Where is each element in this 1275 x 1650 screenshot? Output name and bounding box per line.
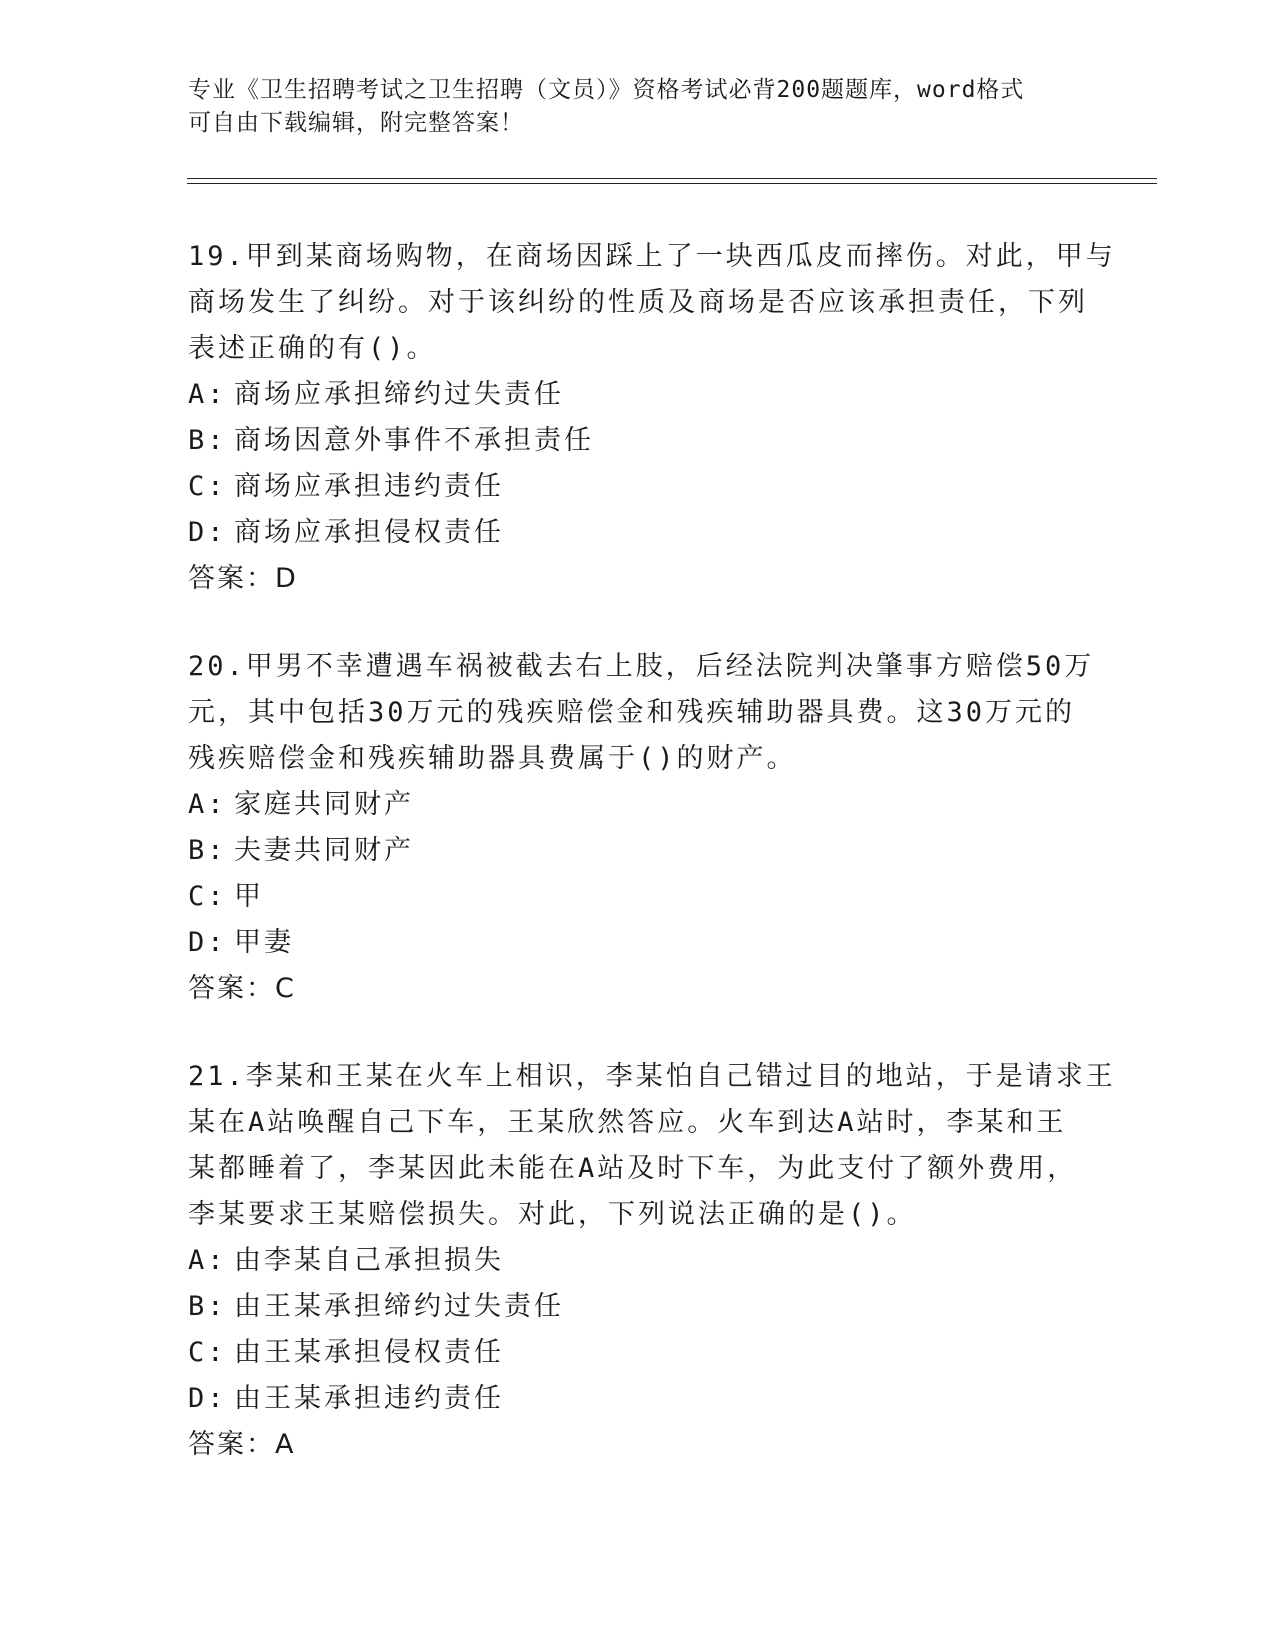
option-letter: D: (188, 927, 227, 958)
option-c (188, 874, 1088, 920)
option-a (188, 1238, 1088, 1284)
option-text: 夫妻共同财产 (234, 835, 414, 866)
option-d (188, 1376, 1088, 1422)
header-line-1: 专业《卫生招聘考试之卫生招聘（文员）》资格考试必背200题题库，word格式 (188, 77, 1025, 103)
stem-line: 某都睡着了，李某因此未能在A站及时下车，为此支付了额外费用， (188, 1153, 1078, 1184)
option-b (188, 828, 1088, 874)
option-b (188, 418, 1088, 464)
option-text: 由王某承担违约责任 (234, 1383, 504, 1414)
option-text: 由王某承担侵权责任 (234, 1337, 504, 1368)
option-letter: D: (188, 517, 227, 548)
option-text: 商场应承担侵权责任 (234, 517, 504, 548)
option-letter: A: (188, 789, 227, 820)
option-a (188, 372, 1088, 418)
stem-line: 21.李某和王某在火车上相识，李某怕自己错过目的地站，于是请求王 (188, 1061, 1116, 1092)
option-letter: D: (188, 1383, 227, 1414)
option-letter: C: (188, 1337, 227, 1368)
option-b (188, 1284, 1088, 1330)
stem-line: 某在A站唤醒自己下车，王某欣然答应。火车到达A站时，李某和王 (188, 1107, 1067, 1138)
option-c (188, 464, 1088, 510)
option-letter: A: (188, 379, 227, 410)
option-letter: C: (188, 881, 227, 912)
option-letter: A: (188, 1245, 227, 1276)
option-text: 商场应承担违约责任 (234, 471, 504, 502)
option-letter: B: (188, 425, 227, 456)
stem-line: 李某要求王某赔偿损失。对此，下列说法正确的是()。 (188, 1199, 917, 1230)
option-text: 由李某自己承担损失 (234, 1245, 504, 1276)
option-text: 由王某承担缔约过失责任 (234, 1291, 564, 1322)
question-19 (188, 234, 1116, 602)
stem-line: 元，其中包括30万元的残疾赔偿金和残疾辅助器具费。这30万元的 (188, 697, 1076, 728)
question-21 (188, 1054, 1116, 1468)
answer-line: 答案：D (188, 563, 298, 594)
header-divider-bottom (187, 183, 1157, 184)
question-stem (188, 644, 1095, 782)
option-a (188, 782, 1088, 828)
question-20 (188, 644, 1095, 1012)
document-header (188, 74, 1088, 140)
question-stem (188, 1054, 1116, 1238)
option-text: 甲妻 (234, 927, 294, 958)
option-letter: B: (188, 835, 227, 866)
stem-line: 19.甲到某商场购物，在商场因踩上了一块西瓜皮而摔伤。对此，甲与 (188, 241, 1116, 272)
header-divider-top (187, 178, 1157, 179)
option-letter: B: (188, 1291, 227, 1322)
option-c (188, 1330, 1088, 1376)
answer-line: 答案：A (188, 1429, 296, 1460)
stem-line: 残疾赔偿金和残疾辅助器具费属于()的财产。 (188, 743, 797, 774)
header-line-2: 可自由下载编辑，附完整答案！ (188, 110, 524, 136)
option-d (188, 510, 1088, 556)
question-stem (188, 234, 1116, 372)
stem-line: 商场发生了纠纷。对于该纠纷的性质及商场是否应该承担责任，下列 (188, 287, 1088, 318)
option-letter: C: (188, 471, 227, 502)
option-text: 商场应承担缔约过失责任 (234, 379, 564, 410)
option-text: 甲 (234, 881, 264, 912)
answer-line: 答案：C (188, 973, 296, 1004)
option-d (188, 920, 1088, 966)
stem-line: 20.甲男不幸遭遇车祸被截去右上肢，后经法院判决肇事方赔偿50万 (188, 651, 1095, 682)
option-text: 家庭共同财产 (234, 789, 414, 820)
option-text: 商场因意外事件不承担责任 (234, 425, 594, 456)
stem-line: 表述正确的有()。 (188, 333, 437, 364)
